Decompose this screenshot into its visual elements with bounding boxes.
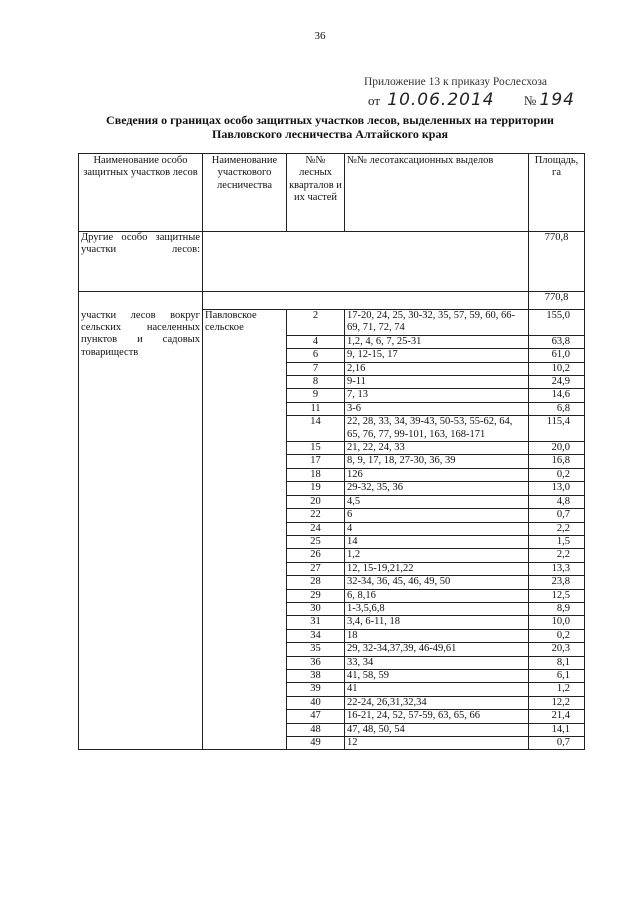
row-quarter: 30 bbox=[287, 602, 345, 615]
row-allotments: 22, 28, 33, 34, 39-43, 50-53, 55-62, 64, 65, 76, 77, 99-101, 163, 168-171 bbox=[345, 416, 529, 442]
row-allotments: 4,5 bbox=[345, 495, 529, 508]
table-header-row bbox=[79, 154, 585, 232]
row-allotments: 41 bbox=[345, 683, 529, 696]
protected-areas-table bbox=[78, 153, 585, 750]
row-area: 2,2 bbox=[529, 522, 585, 535]
other-areas-total: 770,8 bbox=[529, 232, 585, 292]
row-allotments: 7, 13 bbox=[345, 389, 529, 402]
row-allotments: 47, 48, 50, 54 bbox=[345, 723, 529, 736]
row-quarter: 20 bbox=[287, 495, 345, 508]
row-allotments: 1-3,5,6,8 bbox=[345, 602, 529, 615]
row-quarter: 6 bbox=[287, 349, 345, 362]
row-area: 0,2 bbox=[529, 468, 585, 481]
row-area: 8,9 bbox=[529, 602, 585, 615]
row-area: 10,0 bbox=[529, 616, 585, 629]
row-quarter: 27 bbox=[287, 562, 345, 575]
page-number: 36 bbox=[314, 30, 326, 42]
row-area: 20,3 bbox=[529, 643, 585, 656]
row-area: 6,1 bbox=[529, 669, 585, 682]
row-area: 61,0 bbox=[529, 349, 585, 362]
row-quarter: 11 bbox=[287, 402, 345, 415]
row-area: 10,2 bbox=[529, 362, 585, 375]
row-allotments: 33, 34 bbox=[345, 656, 529, 669]
row-quarter: 31 bbox=[287, 616, 345, 629]
row-area: 13,0 bbox=[529, 482, 585, 495]
row-quarter: 7 bbox=[287, 362, 345, 375]
row-quarter: 22 bbox=[287, 509, 345, 522]
row-area: 155,0 bbox=[529, 310, 585, 336]
row-quarter: 25 bbox=[287, 535, 345, 548]
row-area: 6,8 bbox=[529, 402, 585, 415]
row-allotments: 14 bbox=[345, 535, 529, 548]
row-area: 63,8 bbox=[529, 335, 585, 348]
row-allotments: 4 bbox=[345, 522, 529, 535]
row-area: 2,2 bbox=[529, 549, 585, 562]
row-quarter: 18 bbox=[287, 468, 345, 481]
title-line-1: Сведения о границах особо защитных участков лесов, выделенных на территории bbox=[106, 113, 554, 127]
header-quarters: №№ лесных кварталов и их частей bbox=[287, 154, 345, 232]
row-allotments: 18 bbox=[345, 629, 529, 642]
group-forestry: Павловское сельское bbox=[203, 310, 287, 750]
row-area: 23,8 bbox=[529, 576, 585, 589]
row-area: 21,4 bbox=[529, 710, 585, 723]
row-allotments: 17-20, 24, 25, 30-32, 35, 57, 59, 60, 66-69, 71, 72, 74 bbox=[345, 310, 529, 336]
row-area: 0,2 bbox=[529, 629, 585, 642]
row-quarter: 9 bbox=[287, 389, 345, 402]
document-title bbox=[60, 114, 600, 141]
row-quarter: 48 bbox=[287, 723, 345, 736]
row-area: 8,1 bbox=[529, 656, 585, 669]
row-quarter: 8 bbox=[287, 376, 345, 389]
row-area: 14,6 bbox=[529, 389, 585, 402]
row-allotments: 3-6 bbox=[345, 402, 529, 415]
row-area: 1,2 bbox=[529, 683, 585, 696]
order-prefix: от bbox=[368, 93, 381, 108]
row-allotments: 6 bbox=[345, 509, 529, 522]
header-area-name: Наименование особо защитных участков лесов bbox=[79, 154, 203, 232]
row-quarter: 24 bbox=[287, 522, 345, 535]
order-date: 10.06.2014 bbox=[387, 90, 495, 110]
row-allotments: 9, 12-15, 17 bbox=[345, 349, 529, 362]
row-area: 0,7 bbox=[529, 737, 585, 750]
row-quarter: 28 bbox=[287, 576, 345, 589]
row-allotments: 32-34, 36, 45, 46, 49, 50 bbox=[345, 576, 529, 589]
row-quarter: 2 bbox=[287, 310, 345, 336]
row-area: 115,4 bbox=[529, 416, 585, 442]
row-quarter: 35 bbox=[287, 643, 345, 656]
group-name-line bbox=[79, 292, 203, 310]
header-allotments: №№ лесотаксационных выделов bbox=[345, 154, 529, 232]
row-quarter: 17 bbox=[287, 455, 345, 468]
group-total: 770,8 bbox=[529, 292, 585, 310]
row-quarter: 19 bbox=[287, 482, 345, 495]
other-areas-row bbox=[79, 232, 585, 292]
header-area: Площадь, га bbox=[529, 154, 585, 232]
appendix-reference: Приложение 13 к приказу Рослесхоза bbox=[364, 76, 547, 88]
title-line-2: Павловского лесничества Алтайского края bbox=[212, 126, 448, 141]
row-allotments: 29, 32-34,37,39, 46-49,61 bbox=[345, 643, 529, 656]
row-quarter: 49 bbox=[287, 737, 345, 750]
row-allotments: 16-21, 24, 52, 57-59, 63, 65, 66 bbox=[345, 710, 529, 723]
order-reference bbox=[368, 90, 575, 110]
row-allotments: 22-24, 26,31,32,34 bbox=[345, 696, 529, 709]
row-area: 13,3 bbox=[529, 562, 585, 575]
header-forestry-name: Наименование участкового лесничества bbox=[203, 154, 287, 232]
row-area: 4,8 bbox=[529, 495, 585, 508]
row-quarter: 36 bbox=[287, 656, 345, 669]
row-quarter: 34 bbox=[287, 629, 345, 642]
row-area: 16,8 bbox=[529, 455, 585, 468]
row-allotments: 6, 8,16 bbox=[345, 589, 529, 602]
row-allotments: 21, 22, 24, 33 bbox=[345, 442, 529, 455]
row-allotments: 1,2 bbox=[345, 549, 529, 562]
row-area: 20,0 bbox=[529, 442, 585, 455]
row-quarter: 14 bbox=[287, 416, 345, 442]
row-allotments: 12 bbox=[345, 737, 529, 750]
row-allotments: 9-11 bbox=[345, 376, 529, 389]
row-area: 1,5 bbox=[529, 535, 585, 548]
table-row bbox=[79, 310, 585, 336]
row-quarter: 47 bbox=[287, 710, 345, 723]
row-area: 0,7 bbox=[529, 509, 585, 522]
row-allotments: 8, 9, 17, 18, 27-30, 36, 39 bbox=[345, 455, 529, 468]
row-allotments: 1,2, 4, 6, 7, 25-31 bbox=[345, 335, 529, 348]
row-quarter: 26 bbox=[287, 549, 345, 562]
row-area: 14,1 bbox=[529, 723, 585, 736]
row-area: 12,2 bbox=[529, 696, 585, 709]
row-area: 24,9 bbox=[529, 376, 585, 389]
order-number-sign: № bbox=[523, 93, 537, 108]
row-allotments: 41, 58, 59 bbox=[345, 669, 529, 682]
row-quarter: 4 bbox=[287, 335, 345, 348]
row-quarter: 39 bbox=[287, 683, 345, 696]
row-allotments: 12, 15-19,21,22 bbox=[345, 562, 529, 575]
group-header-row bbox=[79, 292, 585, 310]
row-allotments: 126 bbox=[345, 468, 529, 481]
other-areas-name: Другие особо защитные участки лесов: bbox=[79, 232, 203, 292]
row-allotments: 2,16 bbox=[345, 362, 529, 375]
row-allotments: 3,4, 6-11, 18 bbox=[345, 616, 529, 629]
row-quarter: 29 bbox=[287, 589, 345, 602]
order-number: 194 bbox=[539, 90, 575, 110]
group-name: участки лесов вокруг сельских населенных пунктов и садовых товариществ bbox=[79, 310, 203, 750]
row-quarter: 38 bbox=[287, 669, 345, 682]
row-quarter: 15 bbox=[287, 442, 345, 455]
row-quarter: 40 bbox=[287, 696, 345, 709]
row-allotments: 29-32, 35, 36 bbox=[345, 482, 529, 495]
row-area: 12,5 bbox=[529, 589, 585, 602]
